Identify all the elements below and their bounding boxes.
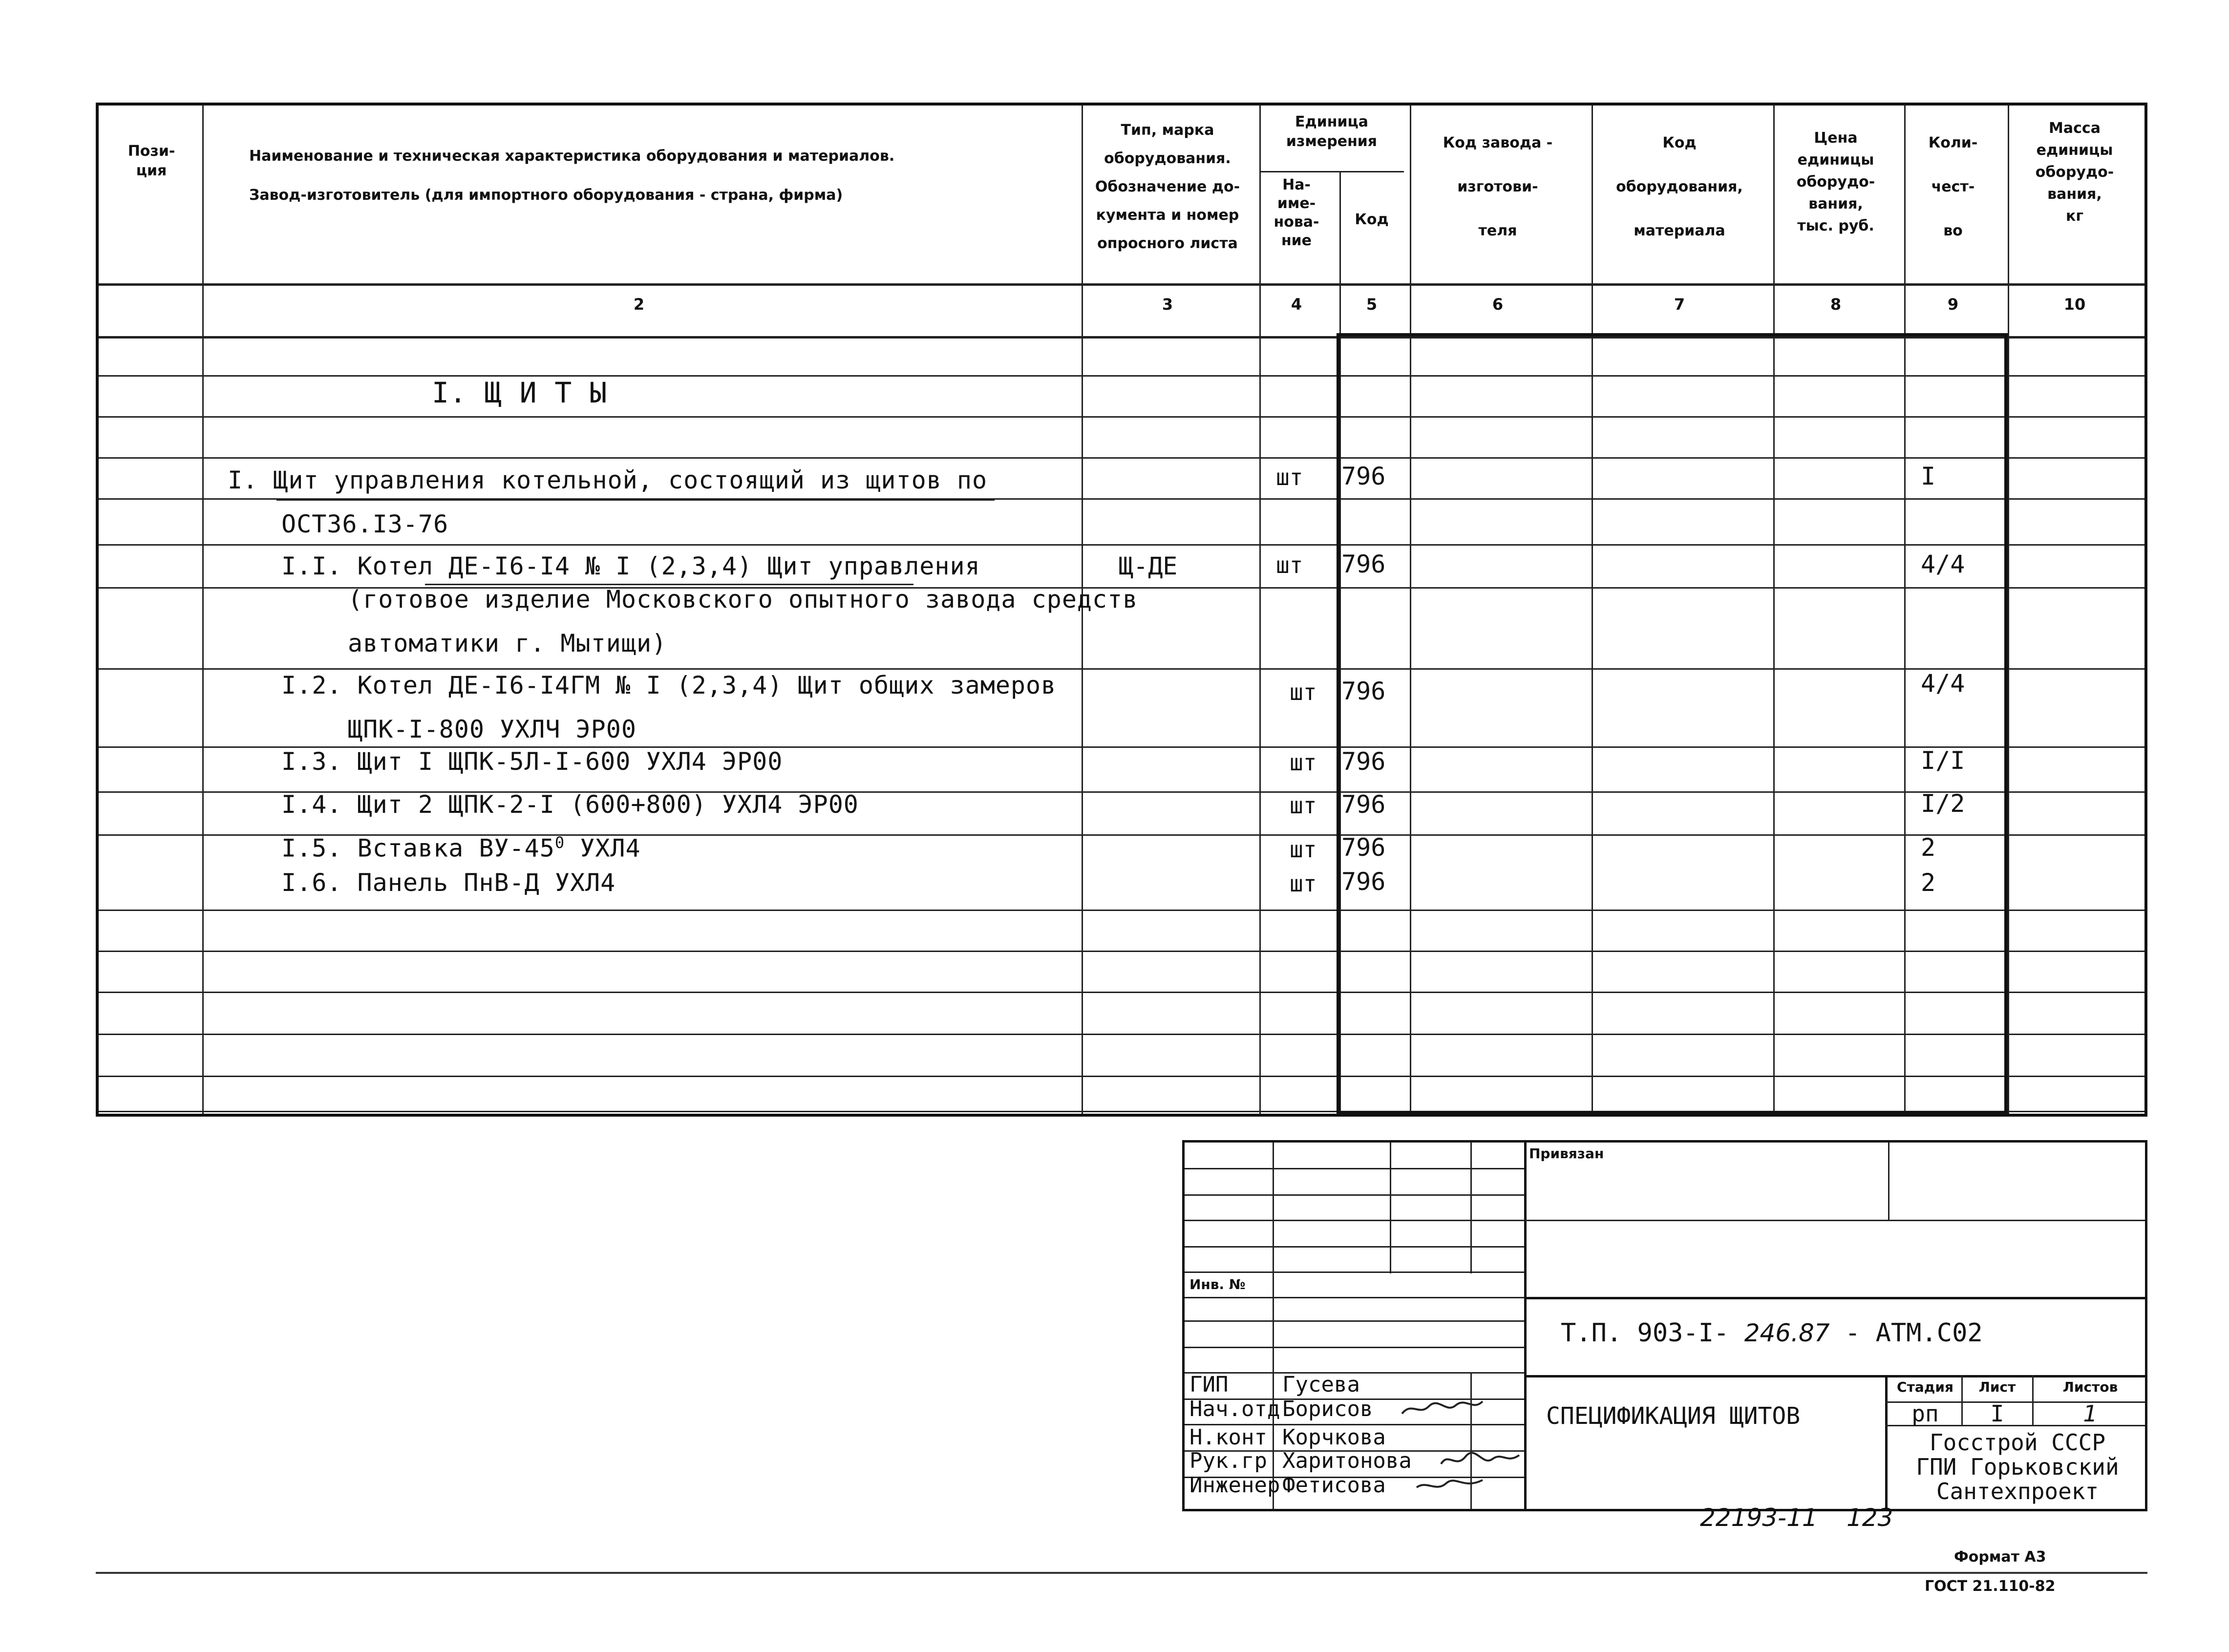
data-area-frame — [1337, 333, 2008, 1115]
header-price: Цена единицы оборудо- вания, тыс. руб. — [1796, 129, 1875, 234]
document-code-suffix: - АТМ.С02 — [1845, 1318, 1983, 1348]
stamp-divider — [1185, 1194, 1524, 1196]
row-unit: шт — [1290, 792, 1317, 819]
row-quantity: 2 — [1921, 833, 1936, 862]
document-code-prefix: Т.П. 903-I- — [1561, 1318, 1729, 1348]
staff-role: Инженер — [1189, 1473, 1280, 1498]
row-unit: шт — [1290, 679, 1317, 705]
header-unit-code: Код — [1355, 211, 1389, 228]
row-type: Щ-ДЕ — [1119, 552, 1178, 580]
row-divider — [1259, 171, 1404, 172]
stamp-divider — [1885, 1375, 1888, 1509]
row-unit-code: 796 — [1341, 833, 1386, 862]
row-unit-code: 796 — [1341, 790, 1386, 819]
stamp-divider — [1524, 1143, 1527, 1509]
document-title: СПЕЦИФИКАЦИЯ ЩИТОВ — [1546, 1402, 1801, 1430]
row-item-text: (готовое изделие Московского опытного завода средств — [348, 585, 1138, 614]
row-unit-code: 796 — [1341, 868, 1386, 896]
privyazan-label: Привязан — [1529, 1145, 1604, 1162]
row-unit: шт — [1276, 552, 1303, 578]
col-divider — [1259, 106, 1261, 1114]
stamp-divider — [1185, 1347, 1524, 1348]
column-number: 3 — [1162, 295, 1173, 314]
row-item-text — [281, 833, 641, 863]
stamp-divider — [1470, 1143, 1472, 1273]
stamp-divider — [1524, 1297, 2145, 1299]
signature-scribble — [1439, 1449, 1522, 1474]
organization-line: Госстрой СССР — [1929, 1429, 2106, 1456]
stage-value: рп — [1911, 1400, 1939, 1427]
row-item-text: I. Щит управления котельной, состоящий из щитов по — [228, 466, 988, 494]
row-unit-code: 796 — [1341, 462, 1386, 490]
sheets-label: Листов — [2062, 1379, 2118, 1395]
document-code — [1561, 1318, 1983, 1348]
row-item-main: I.5. Вставка ВУ-45 — [281, 834, 555, 863]
header-factory-code: Код завода - изготови- теля — [1443, 134, 1553, 239]
sheets-value: 1 — [2083, 1400, 2098, 1427]
staff-name: Фетисова — [1282, 1473, 1386, 1498]
row-divider — [99, 283, 2144, 286]
header-type: Тип, марка оборудования. Обозначение до- кумента и номер опросного листа — [1095, 122, 1240, 252]
sheet-label: Лист — [1978, 1379, 2016, 1395]
row-item-text: I.4. Щит 2 ЩПК-2-I (600+800) УХЛ4 ЭР00 — [281, 790, 859, 819]
staff-name: Гусева — [1282, 1372, 1360, 1397]
row-unit: шт — [1276, 464, 1303, 490]
row-item-text: I.2. Котел ДЕ-I6-I4ГМ № I (2,3,4) Щит общих замеров — [281, 671, 1057, 699]
column-number: 9 — [1947, 295, 1959, 314]
row-item-text: I.6. Панель ПнВ-Д УХЛ4 — [281, 868, 616, 897]
row-unit: шт — [1290, 870, 1317, 897]
row-item-text: I.I. Котел ДЕ-I6-I4 № I (2,3,4) Щит управления — [281, 552, 980, 580]
row-item-text: ЩПК-I-800 УХЛЧ ЭР00 — [348, 715, 637, 743]
column-number: 8 — [1830, 295, 1842, 314]
stamp-divider — [1185, 1246, 1524, 1248]
row-unit: шт — [1290, 749, 1317, 776]
header-mass: Масса единицы оборудо- вания, кг — [2035, 120, 2114, 225]
header-equipment-code: Код оборудования, материала — [1616, 134, 1743, 239]
column-number: 4 — [1291, 295, 1302, 314]
col-divider — [202, 106, 204, 1114]
organization-line: Сантехпроект — [1936, 1478, 2099, 1504]
inventory-number-label: Инв. № — [1189, 1276, 1246, 1292]
row-quantity: 4/4 — [1921, 550, 1965, 578]
stamp-divider — [1185, 1271, 1524, 1273]
header-position: Пози- ция — [127, 143, 175, 179]
sheet-value: I — [1990, 1400, 2004, 1427]
stamp-divider — [1185, 1320, 1524, 1322]
page-number: 123 — [1847, 1504, 1893, 1532]
col-divider — [2008, 106, 2009, 1114]
stamp-divider — [1390, 1143, 1391, 1273]
row-item-text: ОСТ36.I3-76 — [281, 510, 449, 538]
row-quantity: I — [1921, 462, 1936, 490]
staff-role: Нач.отд — [1189, 1397, 1280, 1421]
row-quantity: I/I — [1921, 746, 1965, 775]
document-code-handwritten: 246.87 — [1744, 1319, 1830, 1347]
row-item-text: автоматики г. Мытищи) — [348, 629, 667, 657]
row-unit-code: 796 — [1341, 550, 1386, 578]
stamp-divider — [1273, 1143, 1274, 1509]
row-quantity: 4/4 — [1921, 669, 1965, 698]
row-quantity: 2 — [1921, 868, 1936, 897]
staff-role: ГИП — [1189, 1372, 1229, 1397]
column-number: 2 — [633, 295, 645, 314]
staff-name: Борисов — [1282, 1397, 1373, 1421]
text-underline — [425, 584, 913, 585]
sheet-format: Формат А3 — [1954, 1548, 2046, 1566]
column-number: 5 — [1366, 295, 1378, 314]
staff-role: Н.конт — [1189, 1425, 1267, 1450]
staff-role: Рук.гр — [1189, 1448, 1267, 1473]
header-unit-group: Единица измерения — [1286, 113, 1378, 150]
title-block — [1182, 1140, 2147, 1511]
column-number: 6 — [1492, 295, 1504, 314]
signature-scribble — [1414, 1473, 1487, 1497]
signature-scribble — [1400, 1397, 1487, 1421]
organization-line: ГПИ Горьковский — [1916, 1454, 2119, 1480]
header-quantity: Коли- чест- во — [1928, 134, 1978, 239]
stamp-divider — [1185, 1220, 1524, 1221]
stamp-divider — [1524, 1220, 2145, 1221]
section-title: I. Щ И Т Ы — [432, 376, 608, 409]
text-underline — [276, 499, 995, 501]
column-number: 7 — [1674, 295, 1685, 314]
row-item-text: I.3. Щит I ЩПК-5Л-I-600 УХЛ4 ЭР00 — [281, 747, 783, 776]
header-name: Наименование и техническая характеристика оборудования и материалов. Завод-изготовитель (для импортного оборудования - страна, фирма) — [249, 148, 895, 204]
column-number: 10 — [2063, 295, 2086, 314]
stamp-divider — [1185, 1297, 1524, 1298]
row-unit: шт — [1290, 836, 1317, 863]
footer-rule — [96, 1572, 2147, 1574]
degree-superscript: 0 — [554, 833, 565, 852]
staff-name: Корчкова — [1282, 1425, 1386, 1450]
archive-number: 22193-11 — [1700, 1504, 1818, 1532]
header-unit-name: На- име- нова- ние — [1274, 176, 1319, 249]
row-quantity: I/2 — [1921, 789, 1965, 818]
stage-label: Стадия — [1897, 1379, 1953, 1395]
row-unit-code: 796 — [1341, 677, 1386, 705]
row-unit-code: 796 — [1341, 747, 1386, 776]
stamp-divider — [1888, 1143, 1889, 1220]
stamp-divider — [1524, 1375, 2145, 1377]
gost-reference: ГОСТ 21.110-82 — [1925, 1578, 2056, 1595]
staff-name: Харитонова — [1282, 1448, 1412, 1473]
row-item-suffix: УХЛ4 — [565, 834, 641, 863]
stamp-divider — [1185, 1168, 1524, 1169]
